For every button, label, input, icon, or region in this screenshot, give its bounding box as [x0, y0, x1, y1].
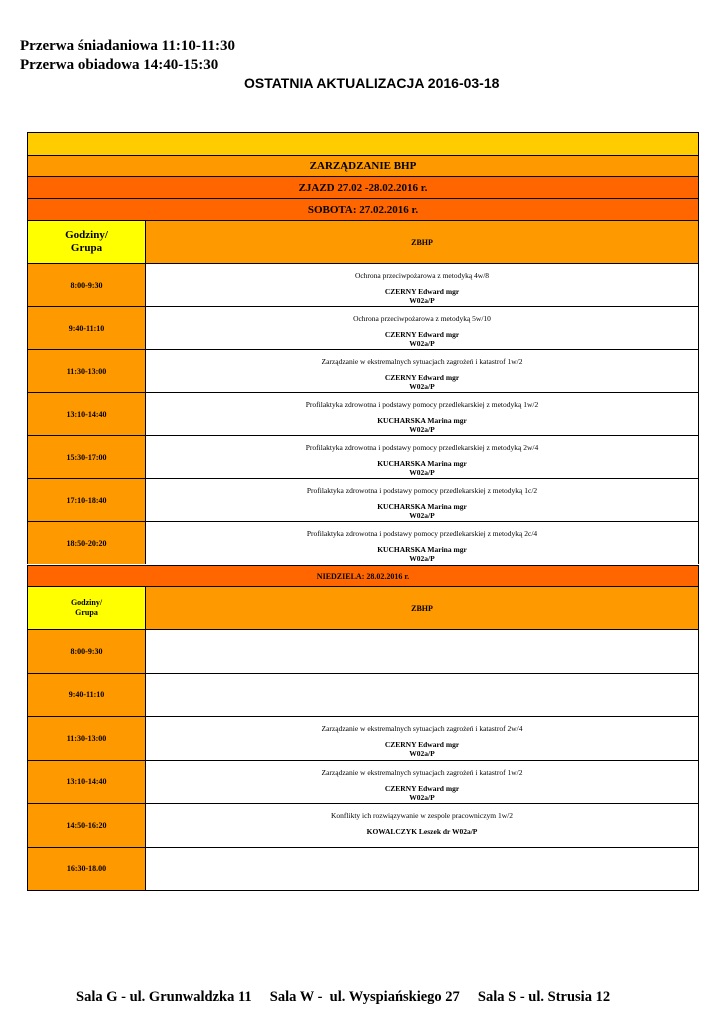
class-room: W02a/P	[409, 339, 435, 348]
class-room: W02a/P	[409, 792, 435, 802]
class-cell	[145, 306, 699, 349]
class-teacher: CZERNY Edward mgr	[384, 330, 460, 339]
class-cell	[145, 629, 699, 673]
table-row	[27, 349, 699, 392]
time-slot: 8:00-9:30	[27, 263, 145, 306]
class-cell	[145, 478, 699, 521]
class-subject: Profilaktyka zdrowotna i podstawy pomocy przedlekarskiej z metodyką 1w/2	[305, 400, 539, 409]
sunday-header-row	[27, 586, 699, 629]
class-subject: Ochrona przeciwpożarowa z metodyką 5w/10	[353, 314, 491, 323]
table-row	[27, 521, 699, 564]
group-header: ZBHP	[145, 220, 699, 263]
time-slot: 13:10-14:40	[27, 760, 145, 804]
table-row	[27, 847, 699, 891]
table-row	[27, 803, 699, 847]
class-room: W02a/P	[409, 425, 435, 434]
class-teacher: KUCHARSKA Marina mgr	[377, 502, 467, 511]
class-room: W02a/P	[409, 296, 435, 305]
class-teacher: KUCHARSKA Marina mgr	[377, 545, 467, 554]
class-teacher: CZERNY Edward mgr	[384, 287, 460, 296]
class-room: W02a/P	[409, 382, 435, 391]
class-cell	[145, 435, 699, 478]
table-row	[27, 673, 699, 717]
last-update: OSTATNIA AKTUALIZACJA 2016-03-18	[244, 75, 500, 91]
time-slot: 11:30-13:00	[27, 716, 145, 760]
class-cell	[145, 673, 699, 717]
hour-group-header	[27, 220, 145, 263]
class-subject: Ochrona przeciwpożarowa z metodyką 4w/8	[354, 271, 490, 280]
class-cell	[145, 521, 699, 564]
class-subject: Zarządzanie w ekstremalnych sytuacjach zagrożeń i katastrof 1w/2	[321, 357, 523, 366]
class-cell	[145, 349, 699, 392]
hour-group-header-text: Godziny/ Grupa	[70, 598, 103, 617]
table-row	[27, 435, 699, 478]
lunch-break: Przerwa obiadowa 14:40-15:30	[20, 57, 219, 73]
group-header: ZBHP	[145, 586, 699, 629]
class-subject: Profilaktyka zdrowotna i podstawy pomocy przedlekarskiej z metodyką 1c/2	[306, 486, 538, 495]
table-bottom-border	[27, 890, 699, 891]
hour-group-header-text: Godziny/ Grupa	[65, 229, 108, 254]
class-cell	[145, 803, 699, 847]
class-cell	[145, 716, 699, 760]
class-room: W02a/P	[409, 749, 435, 758]
class-cell	[145, 760, 699, 804]
table-row	[27, 478, 699, 521]
time-slot: 14:50-16:20	[27, 803, 145, 847]
table-row	[27, 760, 699, 804]
class-subject: Profilaktyka zdrowotna i podstawy pomocy przedlekarskiej z metodyką 2w/4	[305, 443, 539, 452]
class-cell	[145, 847, 699, 891]
time-slot: 18:50-20:20	[27, 521, 145, 564]
class-teacher: KOWALCZYK Leszek dr W02a/P	[366, 827, 478, 836]
table-row	[27, 629, 699, 673]
class-teacher: KUCHARSKA Marina mgr	[377, 459, 467, 468]
class-subject: Konflikty ich rozwiązywanie w zespole pracowniczym 1w/2	[330, 811, 514, 820]
session-dates: ZJAZD 27.02 -28.02.2016 r.	[27, 176, 699, 198]
schedule-table	[27, 132, 699, 891]
hour-group-header	[27, 586, 145, 629]
class-room: W02a/P	[409, 468, 435, 477]
table-row	[27, 306, 699, 349]
time-slot: 13:10-14:40	[27, 392, 145, 435]
class-room: W02a/P	[409, 511, 435, 520]
class-subject: Profilaktyka zdrowotna i podstawy pomocy przedlekarskiej z metodyką 2c/4	[306, 529, 538, 538]
sunday-label: NIEDZIELA: 28.02.2016 r.	[27, 565, 699, 586]
class-cell	[145, 263, 699, 306]
class-subject: Zarządzanie w ekstremalnych sytuacjach zagrożeń i katastrof 2w/4	[321, 724, 523, 733]
time-slot: 16:30-18.00	[27, 847, 145, 891]
class-subject: Zarządzanie w ekstremalnych sytuacjach zagrożeń i katastrof 1w/2	[321, 767, 523, 777]
time-slot: 9:40-11:10	[27, 306, 145, 349]
class-teacher: KUCHARSKA Marina mgr	[377, 416, 467, 425]
course-title: ZARZĄDZANIE BHP	[27, 155, 699, 176]
time-slot: 15:30-17:00	[27, 435, 145, 478]
table-row	[27, 263, 699, 306]
class-teacher: CZERNY Edward mgr	[384, 373, 460, 382]
saturday-header-row	[27, 220, 699, 263]
time-slot: 9:40-11:10	[27, 673, 145, 717]
breakfast-break: Przerwa śniadaniowa 11:10-11:30	[20, 38, 235, 54]
time-slot: 17:10-18:40	[27, 478, 145, 521]
class-teacher: CZERNY Edward mgr	[384, 740, 460, 749]
class-teacher: CZERNY Edward mgr	[384, 783, 460, 793]
table-row	[27, 392, 699, 435]
saturday-label: SOBOTA: 27.02.2016 r.	[27, 198, 699, 220]
time-slot: 8:00-9:30	[27, 629, 145, 673]
table-row	[27, 716, 699, 760]
top-color-bar	[27, 132, 699, 155]
class-cell	[145, 392, 699, 435]
time-slot: 11:30-13:00	[27, 349, 145, 392]
class-room: W02a/P	[409, 554, 435, 563]
room-legend: Sala G - ul. Grunwaldzka 11 Sala W - ul. Wyspiańskiego 27 Sala S - ul. Strusia 12	[76, 989, 611, 1005]
